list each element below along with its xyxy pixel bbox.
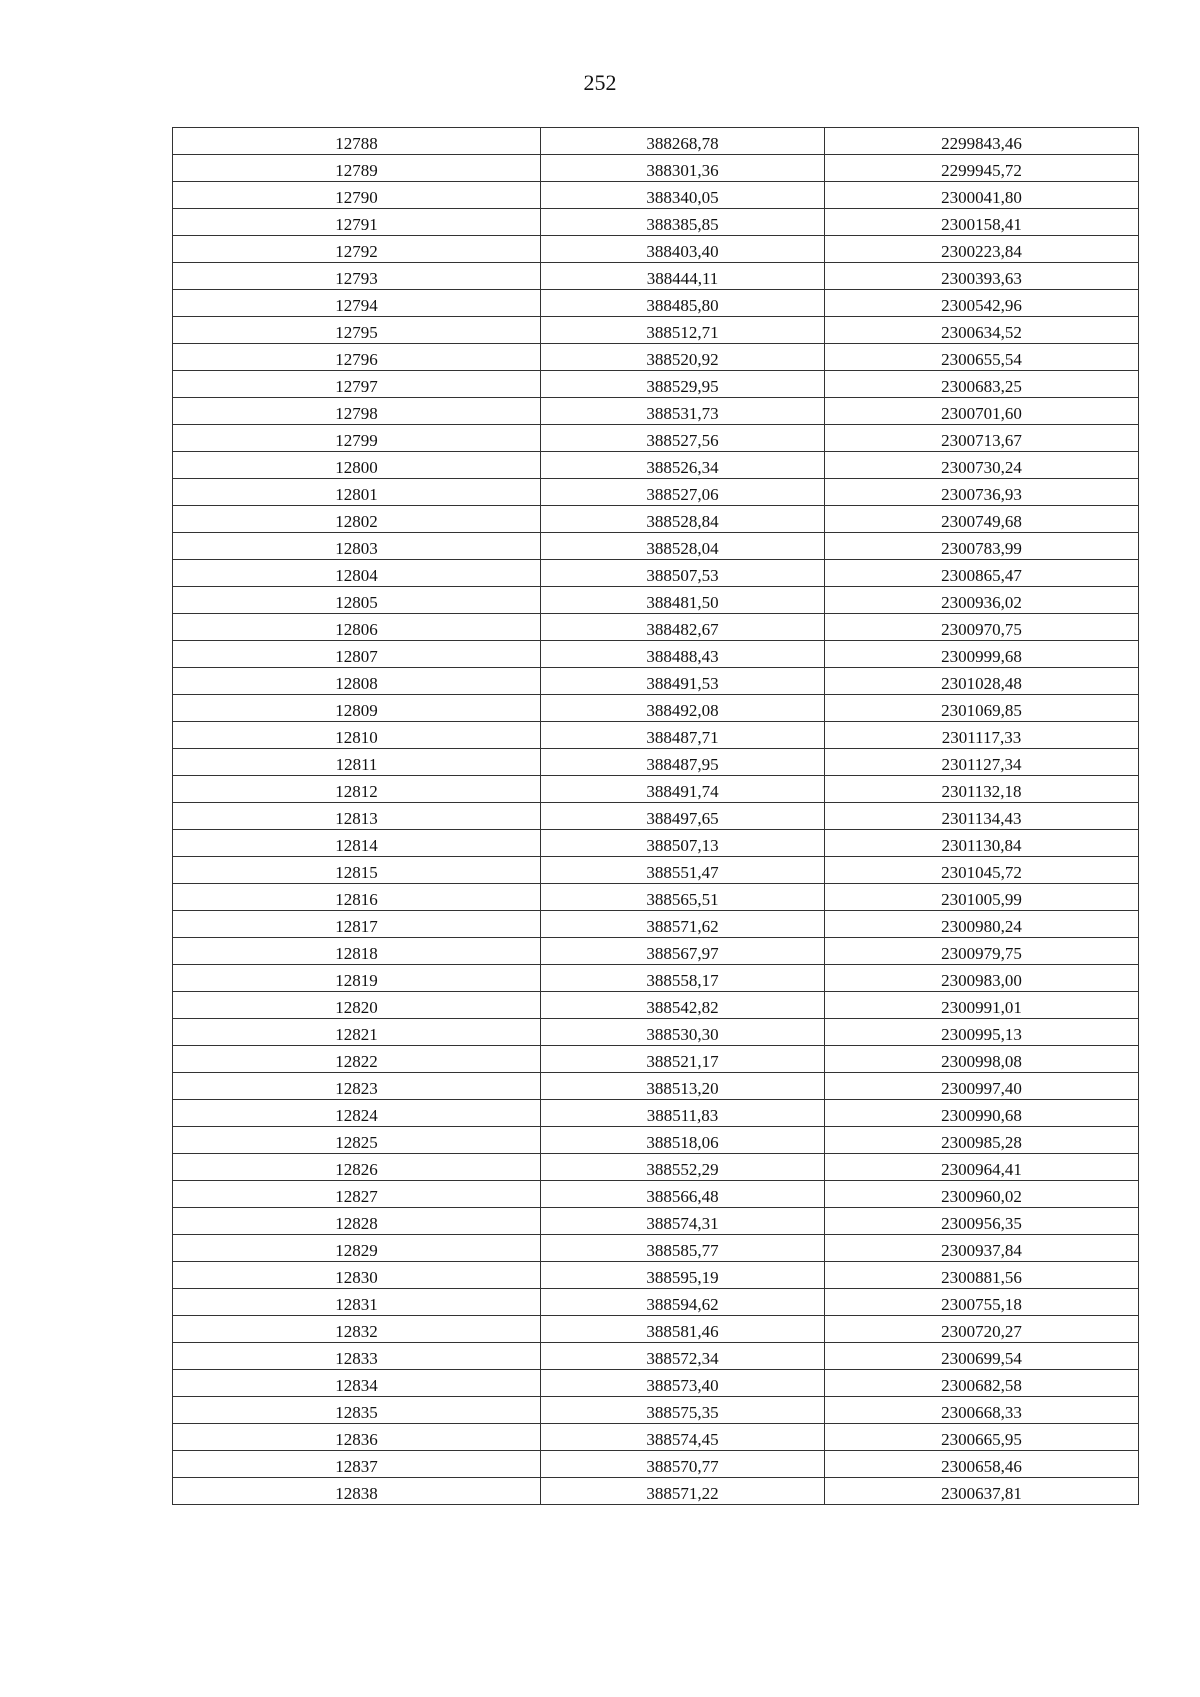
table-row <box>173 1208 1139 1235</box>
point-number-cell: 12803 <box>173 533 541 560</box>
point-number-cell: 12826 <box>173 1154 541 1181</box>
y-coordinate-cell: 2300983,00 <box>825 965 1139 992</box>
table-row <box>173 1343 1139 1370</box>
y-coordinate-cell: 2300995,13 <box>825 1019 1139 1046</box>
y-coordinate-cell: 2300542,96 <box>825 290 1139 317</box>
table-row <box>173 1100 1139 1127</box>
y-coordinate-cell: 2300960,02 <box>825 1181 1139 1208</box>
y-coordinate-cell: 2301069,85 <box>825 695 1139 722</box>
page-number: 252 <box>583 70 617 95</box>
table-row <box>173 344 1139 371</box>
x-coordinate-cell: 388481,50 <box>541 587 825 614</box>
point-number-cell: 12808 <box>173 668 541 695</box>
table-row <box>173 1019 1139 1046</box>
y-coordinate-cell: 2300634,52 <box>825 317 1139 344</box>
y-coordinate-cell: 2300985,28 <box>825 1127 1139 1154</box>
y-coordinate-cell: 2300682,58 <box>825 1370 1139 1397</box>
point-number-cell: 12815 <box>173 857 541 884</box>
x-coordinate-cell: 388573,40 <box>541 1370 825 1397</box>
point-number-cell: 12836 <box>173 1424 541 1451</box>
point-number-cell: 12819 <box>173 965 541 992</box>
table-row <box>173 1235 1139 1262</box>
point-number-cell: 12817 <box>173 911 541 938</box>
point-number-cell: 12790 <box>173 182 541 209</box>
point-number-cell: 12794 <box>173 290 541 317</box>
x-coordinate-cell: 388572,34 <box>541 1343 825 1370</box>
point-number-cell: 12830 <box>173 1262 541 1289</box>
x-coordinate-cell: 388551,47 <box>541 857 825 884</box>
y-coordinate-cell: 2300041,80 <box>825 182 1139 209</box>
x-coordinate-cell: 388520,92 <box>541 344 825 371</box>
x-coordinate-cell: 388558,17 <box>541 965 825 992</box>
x-coordinate-cell: 388570,77 <box>541 1451 825 1478</box>
y-coordinate-cell: 2300730,24 <box>825 452 1139 479</box>
y-coordinate-cell: 2300683,25 <box>825 371 1139 398</box>
x-coordinate-cell: 388491,53 <box>541 668 825 695</box>
point-number-cell: 12788 <box>173 128 541 155</box>
point-number-cell: 12818 <box>173 938 541 965</box>
table-row <box>173 1451 1139 1478</box>
x-coordinate-cell: 388552,29 <box>541 1154 825 1181</box>
table-row <box>173 317 1139 344</box>
point-number-cell: 12804 <box>173 560 541 587</box>
x-coordinate-cell: 388581,46 <box>541 1316 825 1343</box>
point-number-cell: 12800 <box>173 452 541 479</box>
x-coordinate-cell: 388513,20 <box>541 1073 825 1100</box>
y-coordinate-cell: 2300865,47 <box>825 560 1139 587</box>
x-coordinate-cell: 388585,77 <box>541 1235 825 1262</box>
point-number-cell: 12792 <box>173 236 541 263</box>
x-coordinate-cell: 388527,56 <box>541 425 825 452</box>
point-number-cell: 12824 <box>173 1100 541 1127</box>
table-row <box>173 803 1139 830</box>
y-coordinate-cell: 2300956,35 <box>825 1208 1139 1235</box>
coordinates-table <box>172 127 1139 1505</box>
point-number-cell: 12791 <box>173 209 541 236</box>
table-row <box>173 398 1139 425</box>
x-coordinate-cell: 388566,48 <box>541 1181 825 1208</box>
x-coordinate-cell: 388571,62 <box>541 911 825 938</box>
y-coordinate-cell: 2301117,33 <box>825 722 1139 749</box>
point-number-cell: 12827 <box>173 1181 541 1208</box>
table-row <box>173 1046 1139 1073</box>
x-coordinate-cell: 388529,95 <box>541 371 825 398</box>
table-row <box>173 1424 1139 1451</box>
y-coordinate-cell: 2300720,27 <box>825 1316 1139 1343</box>
x-coordinate-cell: 388444,11 <box>541 263 825 290</box>
table-row <box>173 938 1139 965</box>
x-coordinate-cell: 388268,78 <box>541 128 825 155</box>
point-number-cell: 12833 <box>173 1343 541 1370</box>
table-row <box>173 263 1139 290</box>
x-coordinate-cell: 388507,13 <box>541 830 825 857</box>
x-coordinate-cell: 388574,31 <box>541 1208 825 1235</box>
table-row <box>173 830 1139 857</box>
point-number-cell: 12837 <box>173 1451 541 1478</box>
x-coordinate-cell: 388485,80 <box>541 290 825 317</box>
point-number-cell: 12835 <box>173 1397 541 1424</box>
y-coordinate-cell: 2300701,60 <box>825 398 1139 425</box>
point-number-cell: 12838 <box>173 1478 541 1505</box>
point-number-cell: 12831 <box>173 1289 541 1316</box>
y-coordinate-cell: 2300881,56 <box>825 1262 1139 1289</box>
coordinates-table-body <box>173 128 1139 1505</box>
y-coordinate-cell: 2300999,68 <box>825 641 1139 668</box>
y-coordinate-cell: 2300665,95 <box>825 1424 1139 1451</box>
y-coordinate-cell: 2300997,40 <box>825 1073 1139 1100</box>
table-row <box>173 290 1139 317</box>
x-coordinate-cell: 388340,05 <box>541 182 825 209</box>
x-coordinate-cell: 388507,53 <box>541 560 825 587</box>
x-coordinate-cell: 388512,71 <box>541 317 825 344</box>
point-number-cell: 12820 <box>173 992 541 1019</box>
point-number-cell: 12823 <box>173 1073 541 1100</box>
y-coordinate-cell: 2301127,34 <box>825 749 1139 776</box>
point-number-cell: 12806 <box>173 614 541 641</box>
x-coordinate-cell: 388528,84 <box>541 506 825 533</box>
x-coordinate-cell: 388492,08 <box>541 695 825 722</box>
table-row <box>173 587 1139 614</box>
table-row <box>173 1073 1139 1100</box>
x-coordinate-cell: 388518,06 <box>541 1127 825 1154</box>
x-coordinate-cell: 388530,30 <box>541 1019 825 1046</box>
table-row <box>173 1397 1139 1424</box>
table-row <box>173 857 1139 884</box>
y-coordinate-cell: 2301045,72 <box>825 857 1139 884</box>
table-row <box>173 695 1139 722</box>
y-coordinate-cell: 2300979,75 <box>825 938 1139 965</box>
point-number-cell: 12821 <box>173 1019 541 1046</box>
table-row <box>173 506 1139 533</box>
table-row <box>173 1262 1139 1289</box>
table-row <box>173 155 1139 182</box>
point-number-cell: 12813 <box>173 803 541 830</box>
table-row <box>173 1181 1139 1208</box>
table-row <box>173 425 1139 452</box>
point-number-cell: 12825 <box>173 1127 541 1154</box>
table-row <box>173 182 1139 209</box>
x-coordinate-cell: 388385,85 <box>541 209 825 236</box>
point-number-cell: 12796 <box>173 344 541 371</box>
point-number-cell: 12789 <box>173 155 541 182</box>
table-row <box>173 992 1139 1019</box>
y-coordinate-cell: 2300755,18 <box>825 1289 1139 1316</box>
x-coordinate-cell: 388526,34 <box>541 452 825 479</box>
point-number-cell: 12799 <box>173 425 541 452</box>
table-row <box>173 479 1139 506</box>
point-number-cell: 12812 <box>173 776 541 803</box>
table-row <box>173 1370 1139 1397</box>
point-number-cell: 12809 <box>173 695 541 722</box>
y-coordinate-cell: 2300158,41 <box>825 209 1139 236</box>
x-coordinate-cell: 388403,40 <box>541 236 825 263</box>
table-row <box>173 965 1139 992</box>
y-coordinate-cell: 2300637,81 <box>825 1478 1139 1505</box>
y-coordinate-cell: 2300998,08 <box>825 1046 1139 1073</box>
x-coordinate-cell: 388567,97 <box>541 938 825 965</box>
y-coordinate-cell: 2300658,46 <box>825 1451 1139 1478</box>
y-coordinate-cell: 2300970,75 <box>825 614 1139 641</box>
point-number-cell: 12801 <box>173 479 541 506</box>
y-coordinate-cell: 2299945,72 <box>825 155 1139 182</box>
x-coordinate-cell: 388565,51 <box>541 884 825 911</box>
table-row <box>173 128 1139 155</box>
table-row <box>173 614 1139 641</box>
point-number-cell: 12822 <box>173 1046 541 1073</box>
table-row <box>173 209 1139 236</box>
y-coordinate-cell: 2300980,24 <box>825 911 1139 938</box>
y-coordinate-cell: 2300668,33 <box>825 1397 1139 1424</box>
table-row <box>173 371 1139 398</box>
point-number-cell: 12807 <box>173 641 541 668</box>
x-coordinate-cell: 388594,62 <box>541 1289 825 1316</box>
point-number-cell: 12810 <box>173 722 541 749</box>
point-number-cell: 12802 <box>173 506 541 533</box>
point-number-cell: 12797 <box>173 371 541 398</box>
y-coordinate-cell: 2300655,54 <box>825 344 1139 371</box>
table-row <box>173 911 1139 938</box>
table-row <box>173 1478 1139 1505</box>
x-coordinate-cell: 388491,74 <box>541 776 825 803</box>
x-coordinate-cell: 388488,43 <box>541 641 825 668</box>
y-coordinate-cell: 2301005,99 <box>825 884 1139 911</box>
y-coordinate-cell: 2300736,93 <box>825 479 1139 506</box>
table-row <box>173 1154 1139 1181</box>
x-coordinate-cell: 388575,35 <box>541 1397 825 1424</box>
table-row <box>173 641 1139 668</box>
point-number-cell: 12828 <box>173 1208 541 1235</box>
y-coordinate-cell: 2301134,43 <box>825 803 1139 830</box>
point-number-cell: 12829 <box>173 1235 541 1262</box>
y-coordinate-cell: 2300937,84 <box>825 1235 1139 1262</box>
x-coordinate-cell: 388574,45 <box>541 1424 825 1451</box>
table-row <box>173 236 1139 263</box>
table-row <box>173 776 1139 803</box>
x-coordinate-cell: 388595,19 <box>541 1262 825 1289</box>
table-row <box>173 452 1139 479</box>
point-number-cell: 12798 <box>173 398 541 425</box>
x-coordinate-cell: 388527,06 <box>541 479 825 506</box>
y-coordinate-cell: 2299843,46 <box>825 128 1139 155</box>
point-number-cell: 12795 <box>173 317 541 344</box>
y-coordinate-cell: 2300393,63 <box>825 263 1139 290</box>
y-coordinate-cell: 2301028,48 <box>825 668 1139 695</box>
table-row <box>173 668 1139 695</box>
x-coordinate-cell: 388482,67 <box>541 614 825 641</box>
x-coordinate-cell: 388531,73 <box>541 398 825 425</box>
x-coordinate-cell: 388487,95 <box>541 749 825 776</box>
table-row <box>173 1289 1139 1316</box>
y-coordinate-cell: 2300964,41 <box>825 1154 1139 1181</box>
y-coordinate-cell: 2300783,99 <box>825 533 1139 560</box>
y-coordinate-cell: 2300749,68 <box>825 506 1139 533</box>
table-row <box>173 560 1139 587</box>
point-number-cell: 12834 <box>173 1370 541 1397</box>
x-coordinate-cell: 388301,36 <box>541 155 825 182</box>
y-coordinate-cell: 2300223,84 <box>825 236 1139 263</box>
point-number-cell: 12793 <box>173 263 541 290</box>
x-coordinate-cell: 388521,17 <box>541 1046 825 1073</box>
y-coordinate-cell: 2300936,02 <box>825 587 1139 614</box>
x-coordinate-cell: 388497,65 <box>541 803 825 830</box>
x-coordinate-cell: 388511,83 <box>541 1100 825 1127</box>
y-coordinate-cell: 2300990,68 <box>825 1100 1139 1127</box>
table-row <box>173 533 1139 560</box>
x-coordinate-cell: 388528,04 <box>541 533 825 560</box>
table-row <box>173 884 1139 911</box>
table-row <box>173 1127 1139 1154</box>
x-coordinate-cell: 388571,22 <box>541 1478 825 1505</box>
y-coordinate-cell: 2300991,01 <box>825 992 1139 1019</box>
x-coordinate-cell: 388542,82 <box>541 992 825 1019</box>
point-number-cell: 12816 <box>173 884 541 911</box>
table-row <box>173 1316 1139 1343</box>
y-coordinate-cell: 2301132,18 <box>825 776 1139 803</box>
y-coordinate-cell: 2300713,67 <box>825 425 1139 452</box>
y-coordinate-cell: 2301130,84 <box>825 830 1139 857</box>
point-number-cell: 12832 <box>173 1316 541 1343</box>
table-row <box>173 722 1139 749</box>
table-row <box>173 749 1139 776</box>
x-coordinate-cell: 388487,71 <box>541 722 825 749</box>
y-coordinate-cell: 2300699,54 <box>825 1343 1139 1370</box>
point-number-cell: 12805 <box>173 587 541 614</box>
point-number-cell: 12811 <box>173 749 541 776</box>
point-number-cell: 12814 <box>173 830 541 857</box>
